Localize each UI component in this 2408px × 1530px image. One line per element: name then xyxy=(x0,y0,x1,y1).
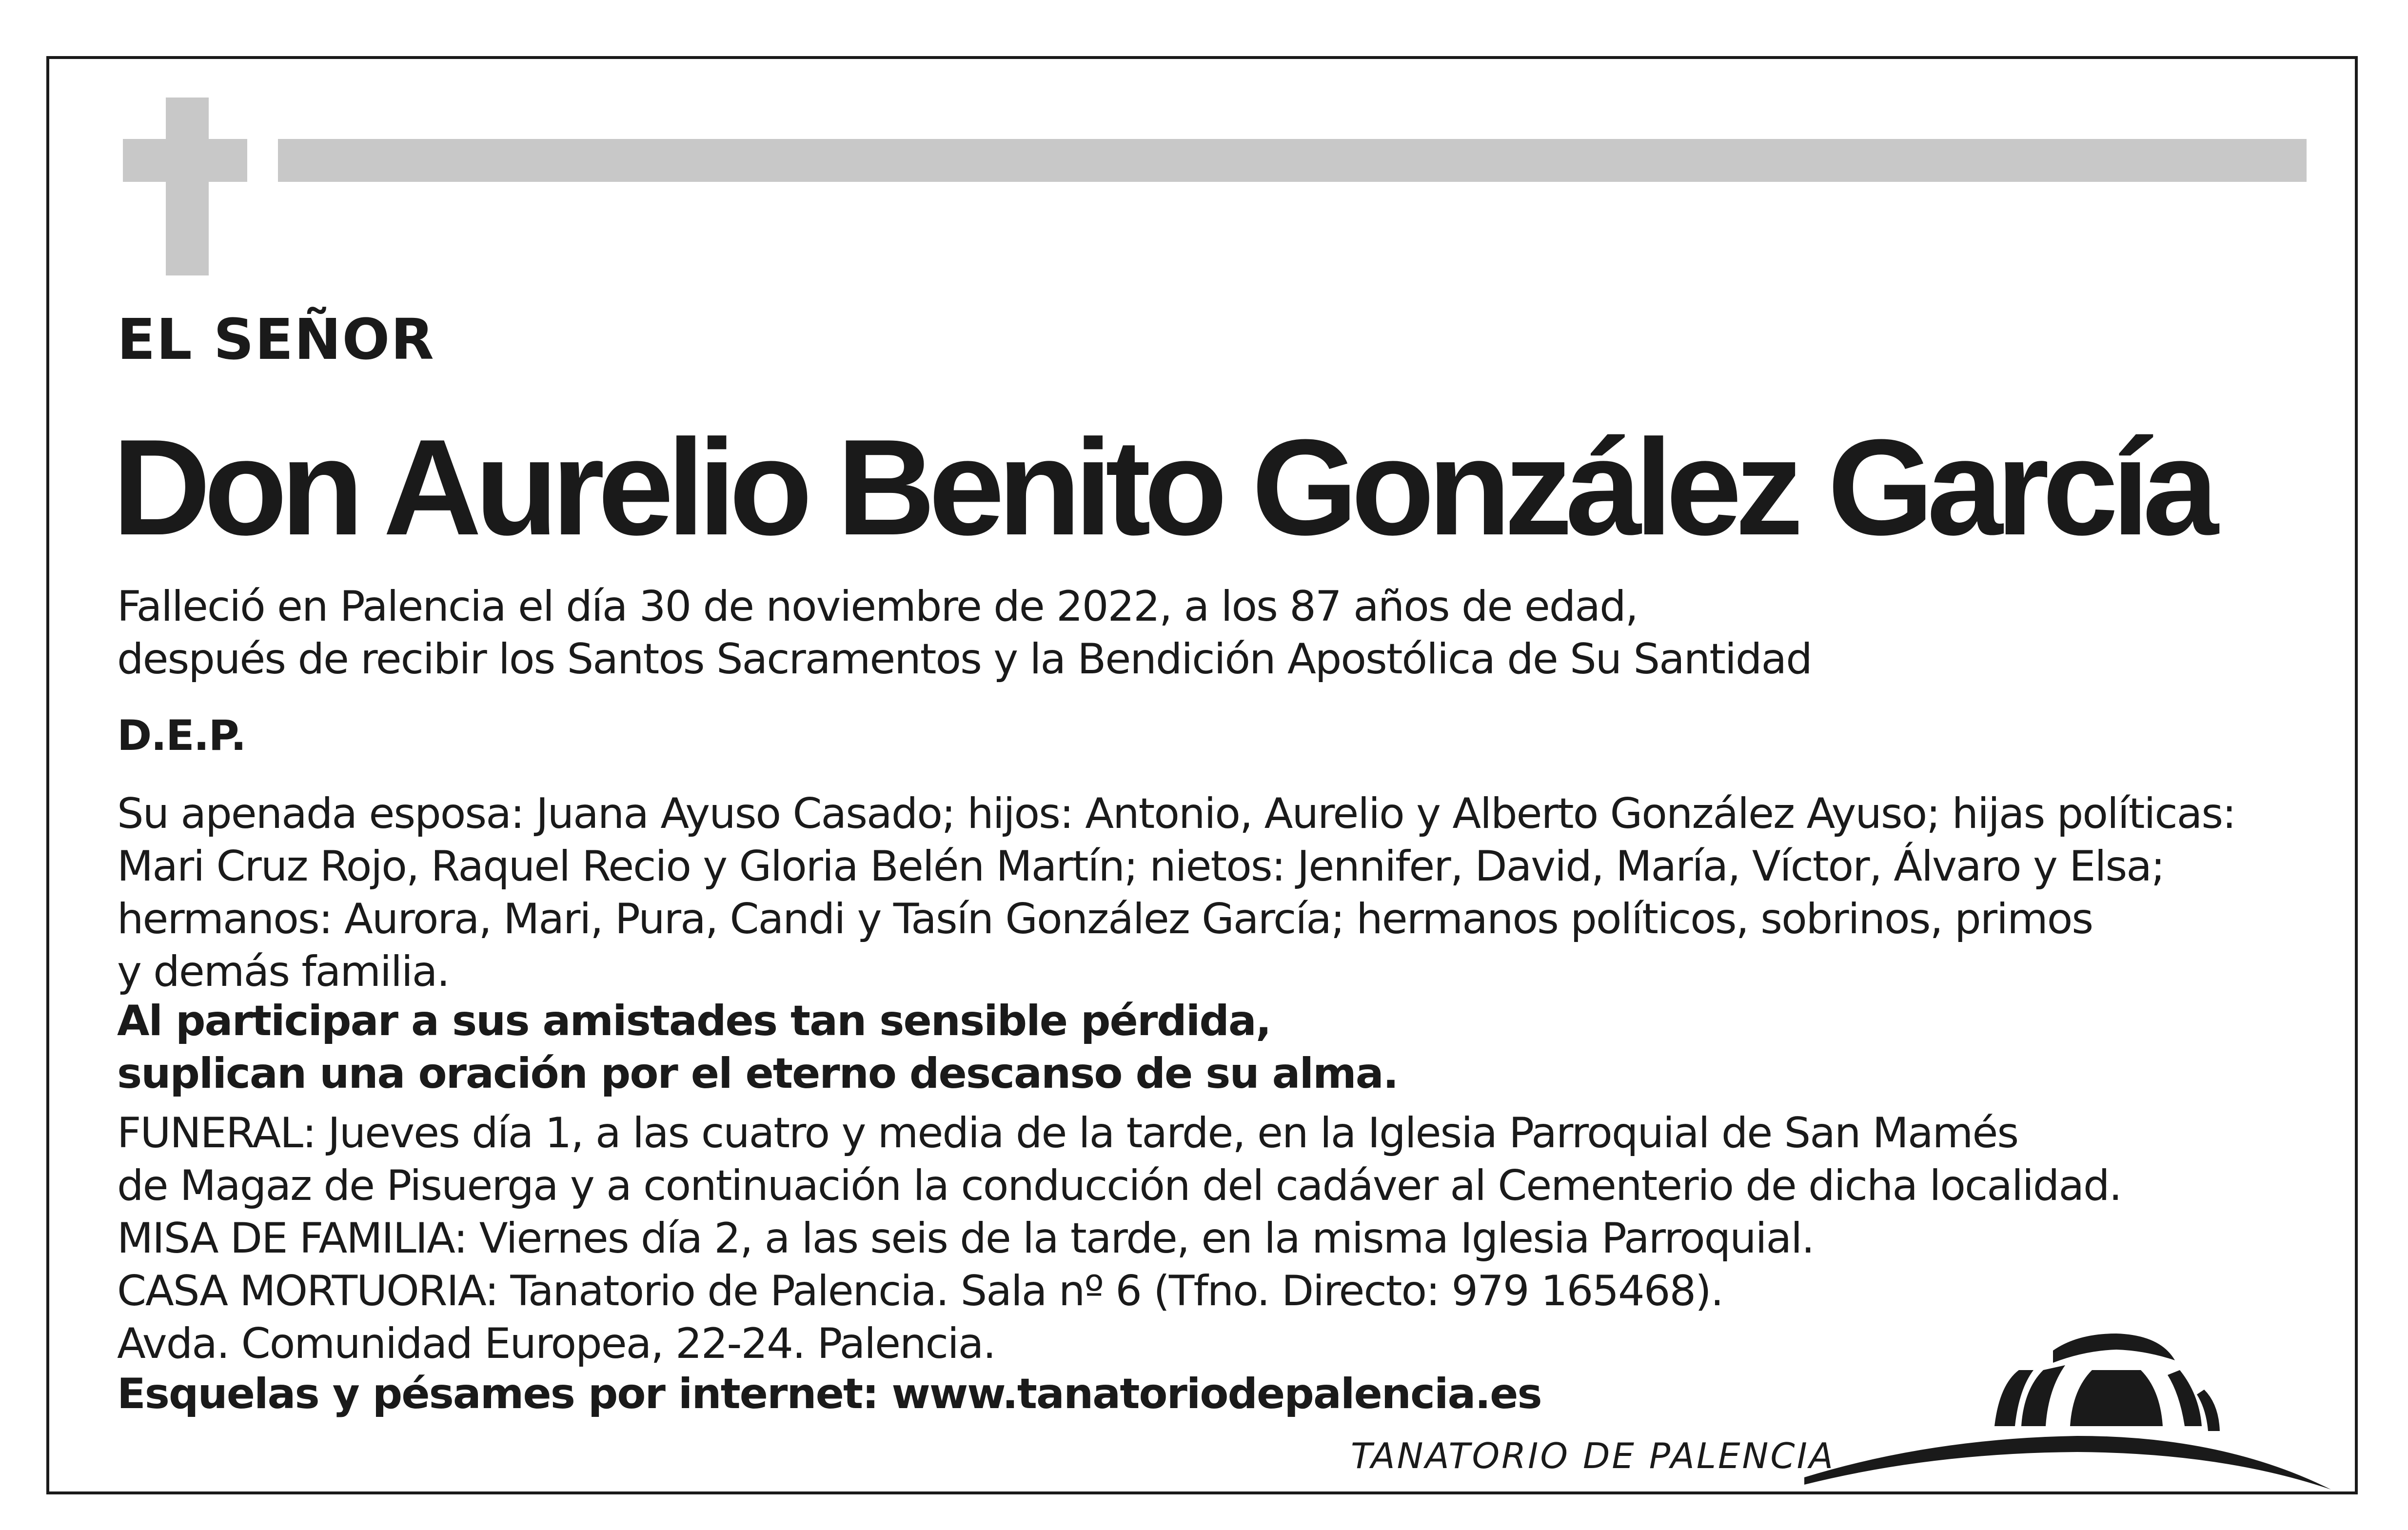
death-info-line: después de recibir los Santos Sacramentos y la Bendición Apostólica de Su Santidad xyxy=(117,635,1812,684)
family-line: Mari Cruz Rojo, Raquel Recio y Gloria Belén Martín; nietos: Jennifer, David, María, Víctor, Álvaro y Elsa; xyxy=(117,842,2164,891)
funeral-line: MISA DE FAMILIA: Viernes día 2, a las seis de la tarde, en la misma Iglesia Parroquial. xyxy=(117,1214,1814,1263)
funeral-line: de Magaz de Pisuerga y a continuación la conducción del cadáver al Cementerio de dicha localidad. xyxy=(117,1161,2121,1210)
logo-text: TANATORIO DE PALENCIA xyxy=(1351,1435,1836,1476)
funeral-line: CASA MORTUORIA: Tanatorio de Palencia. Sala nº 6 (Tfno. Directo: 979 165468). xyxy=(117,1267,1723,1315)
deceased-name: Don Aurelio Benito González García xyxy=(112,412,2212,564)
funeral-line: FUNERAL: Jueves día 1, a las cuatro y media de la tarde, en la Iglesia Parroquial de San Mamés xyxy=(117,1109,2018,1157)
family-line: y demás familia. xyxy=(117,947,449,996)
funeral-line: Avda. Comunidad Europea, 22-24. Palencia. xyxy=(117,1319,995,1368)
family-line: hermanos: Aurora, Mari, Pura, Candi y Tasín González García; hermanos políticos, sobrinos, primos xyxy=(117,895,2093,943)
death-info-line: Falleció en Palencia el día 30 de noviembre de 2022, a los 87 años de edad, xyxy=(117,582,1638,631)
dep-label: D.E.P. xyxy=(117,711,246,760)
prayer-request xyxy=(117,995,1398,1100)
prayer-line: Al participar a sus amistades tan sensible pérdida, xyxy=(117,997,1271,1045)
tanatorio-logo-icon xyxy=(1804,1316,2331,1502)
internet-notice: Esquelas y pésames por internet: www.tanatoriodepalencia.es xyxy=(117,1370,1541,1418)
death-info xyxy=(117,580,1812,686)
header-bar xyxy=(278,139,2307,182)
family-list xyxy=(117,787,2235,998)
honorific: EL SEÑOR xyxy=(117,307,435,373)
family-line: Su apenada esposa: Juana Ayuso Casado; hijos: Antonio, Aurelio y Alberto González Ayuso; hijas políticas: xyxy=(117,789,2236,838)
prayer-line: suplican una oración por el eterno descanso de su alma. xyxy=(117,1049,1398,1098)
cross-icon-vertical xyxy=(166,98,209,275)
cross-icon-horizontal xyxy=(123,139,247,182)
